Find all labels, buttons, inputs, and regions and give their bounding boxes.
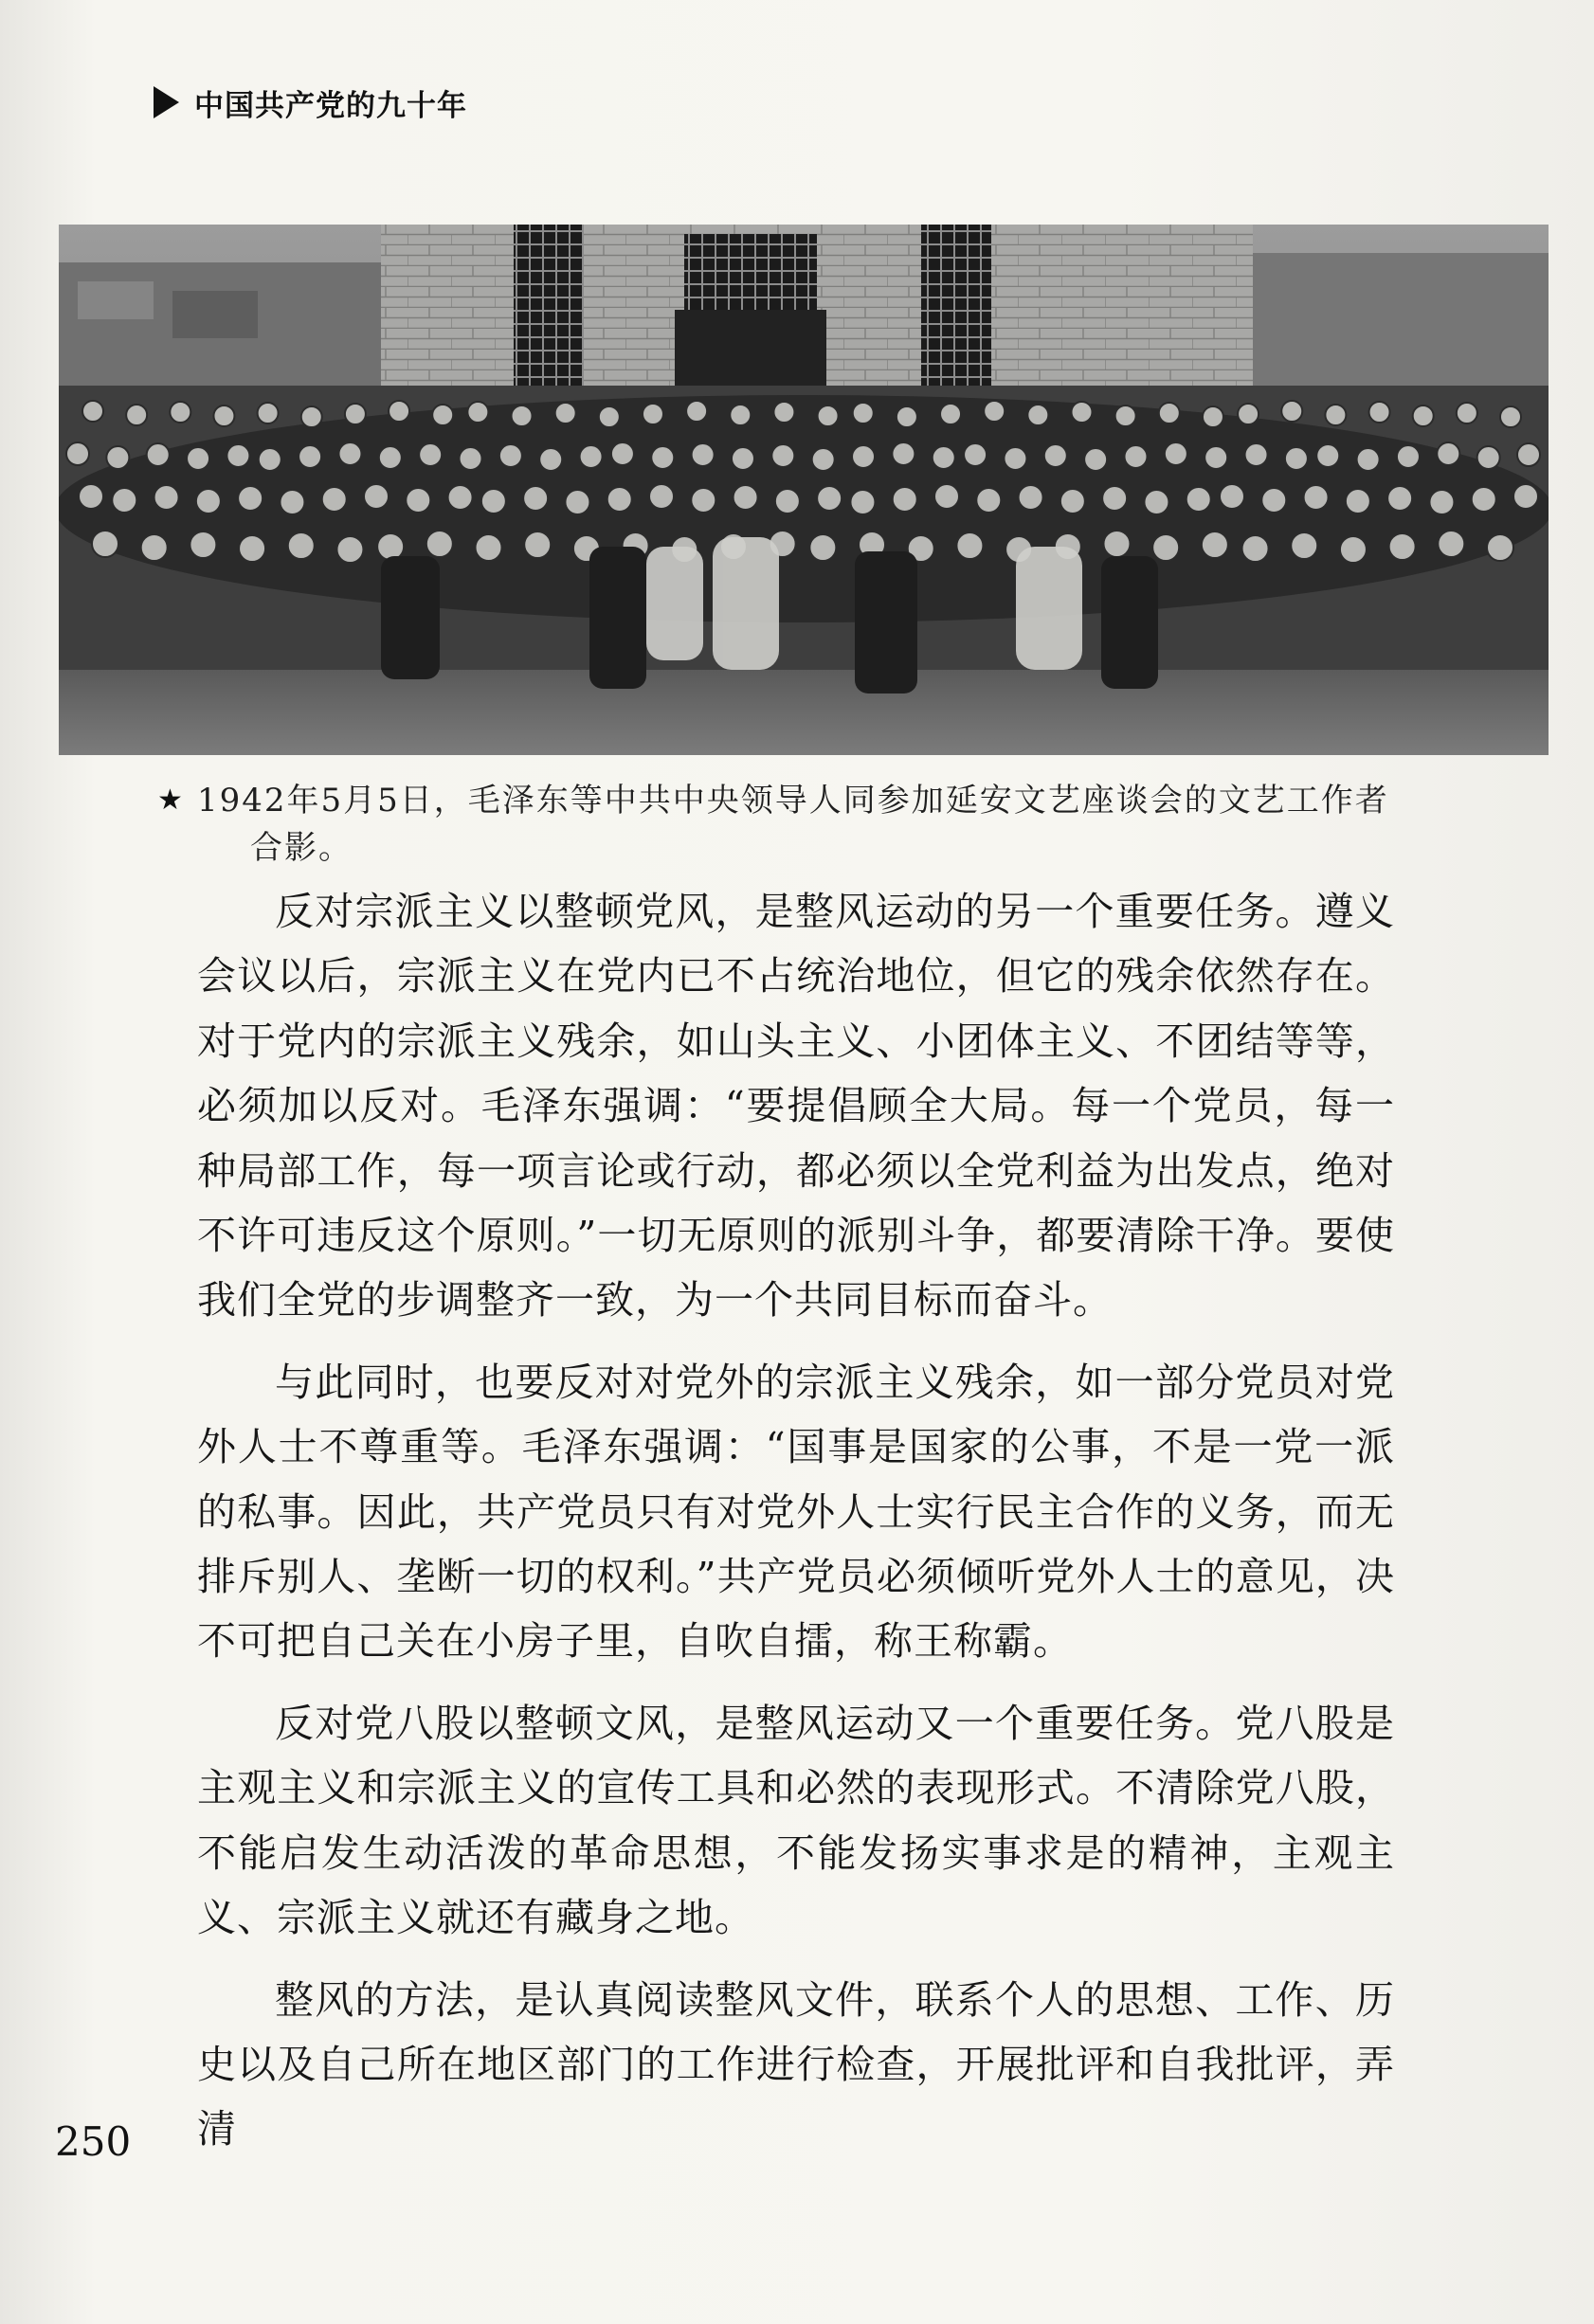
photo-figure-head (322, 487, 347, 512)
star-icon: ★ (157, 784, 183, 817)
photo-figure-head (238, 486, 263, 511)
photo-figure-head (154, 485, 179, 510)
photo-figure-head (1044, 444, 1067, 467)
photo-figure-head (1437, 442, 1459, 465)
photo-figure-head (611, 442, 634, 465)
photo-figure-head (1281, 401, 1302, 422)
photo-figure-head (1500, 406, 1521, 427)
photo-figure-head (1165, 442, 1187, 465)
photo-figure-head (226, 444, 249, 467)
photo-figure-head (691, 488, 715, 513)
photo-figure-head (364, 484, 389, 509)
photo-figure-head (940, 404, 961, 424)
photo-figure-head (187, 447, 209, 470)
photo-figure-head (934, 484, 959, 509)
photo-figure-head (66, 442, 89, 465)
photo-figure-head (1102, 486, 1127, 511)
photo-figure-head (1027, 405, 1048, 425)
photo-figure-head (476, 534, 502, 561)
photo-figure-head (1438, 531, 1464, 557)
group-photo (59, 225, 1549, 755)
photo-figure-head (1245, 443, 1268, 466)
photo-figure-head (730, 405, 751, 425)
photo-figure-head (1205, 446, 1227, 469)
photo-figure-head (190, 531, 216, 558)
photo-figure-head (259, 448, 281, 471)
photo-figure-head (1084, 448, 1107, 471)
triangle-bullet-icon (154, 86, 179, 118)
photo-figure-head (1477, 446, 1500, 469)
photo-figure-head (1487, 534, 1513, 561)
photo-figure-head (1357, 448, 1380, 471)
photo-figure-head (812, 448, 835, 471)
photo-figure-head (649, 484, 674, 509)
photo-figure-head (599, 406, 620, 427)
photo-figure-head (984, 401, 1005, 422)
photo-figure-head (499, 444, 522, 467)
photo-figure-head (1316, 444, 1339, 467)
photo-figure-head (1369, 402, 1390, 423)
body-text (197, 879, 1395, 2179)
photo-figure-head (126, 405, 147, 425)
photo-figure-head (1387, 486, 1412, 511)
photo-figure-head (301, 406, 322, 427)
photo-figure-head (338, 442, 361, 465)
photo-figure-head (607, 487, 632, 512)
photo-figure-head (565, 490, 589, 514)
photo-figure-head (426, 531, 453, 557)
photo-figure-head (1060, 489, 1085, 513)
photo-figure-head (377, 533, 404, 560)
photo-figure-head (512, 405, 533, 426)
photo-figure-head (280, 490, 304, 514)
running-head-title: 中国共产党的九十年 (194, 88, 467, 123)
photo-figure-head (818, 405, 839, 426)
photo-figure-head (1472, 487, 1496, 512)
photo-figure-head (580, 445, 603, 468)
photo-figure-head (1220, 484, 1244, 509)
photo-figure-head (460, 447, 482, 470)
photo-figure-head (732, 447, 754, 470)
photo-figure-head (106, 446, 129, 469)
photo-figure-head (956, 532, 983, 559)
caption-text: 1942年5月5日，毛泽东等中共中央领导人同参加延安文艺座谈会的文艺工作者合影。 (197, 782, 1389, 867)
photo-figure-head (258, 403, 279, 423)
photo-figure-head (1115, 405, 1136, 426)
photo-figure-head (1304, 485, 1329, 510)
photo-figure-head (379, 446, 402, 469)
photo-figure-head (1389, 533, 1416, 560)
photo-figure-head (852, 445, 875, 468)
photo-figure-head (1346, 489, 1370, 513)
paragraph: 与此同时，也要反对对党外的宗派主义残余，如一部分党员对党外人士不尊重等。毛泽东强调：“国事是国家的公事，不是一党一派的私事。因此，共产党员只有对党外人士实行民主合作的义务，而无排斥别人、垄断一切的权利。”共产党员必须倾听党外人士的意见，决不可把自己关在小房子里，自吹自擂，称王称霸。 (197, 1359, 1395, 1665)
photo-figure-head (467, 402, 488, 423)
photo-figure-head (692, 443, 715, 466)
photo-figure-head (686, 401, 707, 422)
photo-figure-head (651, 446, 674, 469)
photo-figure-head (1238, 404, 1259, 424)
photo-figure-head (419, 443, 442, 466)
photo-figure-head (1159, 403, 1180, 423)
photo-figure-head (288, 532, 315, 559)
photo-figure-head (1291, 532, 1317, 559)
photo-figure-head (345, 404, 366, 424)
photo-figure-head (524, 531, 551, 558)
photo-figure-head (853, 403, 874, 423)
photo-figure-head (170, 402, 190, 423)
photo-figure-head (406, 488, 430, 513)
photo-figure-head (1513, 484, 1538, 509)
photo-figure-head (1203, 406, 1223, 427)
photo-figure-head (933, 446, 955, 469)
photo-figure-head (1124, 445, 1147, 468)
photo-caption (157, 777, 1420, 872)
photo-figure-head (112, 488, 136, 513)
page-number: 250 (55, 2118, 132, 2165)
photo-figure-head (92, 531, 118, 557)
photo-figure-head (734, 485, 758, 510)
photo-figure-head (1261, 488, 1286, 513)
photo-figure-head (299, 445, 321, 468)
photo-figure-head (389, 401, 409, 422)
photo-figure-head (850, 490, 875, 514)
photo-figure-head (539, 448, 562, 471)
photo-figure-head (1186, 487, 1211, 512)
photo-figure-head (1285, 447, 1308, 470)
photo-figure-head (817, 486, 842, 511)
photo-figure-head (771, 444, 794, 467)
photo-figure-head (196, 489, 221, 513)
photo-figure-head (1413, 405, 1434, 426)
photo-figure-head (1004, 447, 1026, 470)
photo-figure-head (892, 442, 915, 465)
photo-figure-head (1144, 490, 1168, 514)
photo-figure-head (976, 488, 1001, 513)
photo-figure-head (82, 401, 103, 422)
photo-figure-head (555, 403, 576, 423)
photo-figure-head (79, 484, 103, 509)
photo-figure-head (147, 443, 170, 466)
photo-figure-head (481, 489, 506, 513)
photo-figure-head (897, 406, 917, 427)
photo-figure-head (448, 485, 473, 510)
running-head (154, 81, 467, 123)
photo-figure-head (1340, 536, 1367, 563)
photo-figure-head (775, 489, 800, 513)
photo-figure-head (1457, 403, 1477, 423)
photo-figure-head (1103, 531, 1130, 557)
paragraph: 整风的方法，是认真阅读整风文件，联系个人的思想、工作、历史以及自己所在地区部门的工作进行检查，开展批评和自我批评，弄清 (197, 1976, 1395, 2153)
photo-figure-head (432, 405, 453, 425)
photo-figure-head (1517, 443, 1540, 466)
photo-figure-head (1019, 485, 1043, 510)
photo-figure-head (213, 405, 234, 426)
photo-figure-head (523, 486, 548, 511)
photo-figure-head (336, 536, 363, 563)
photo-figure-head (893, 487, 917, 512)
photo-figure-head (1202, 531, 1228, 558)
photo-figure-head (773, 402, 794, 423)
photo-figure-head (1429, 490, 1454, 514)
photo-figure-head (1325, 405, 1346, 425)
paragraph: 反对宗派主义以整顿党风，是整风运动的另一个重要任务。遵义会议以后，宗派主义在党内已不占统治地位，但它的残余依然存在。对于党内的宗派主义残余，如山头主义、小团体主义、不团结等等，必须加以反对。毛泽东强调：“要提倡顾全大局。每一个党员，每一种局部工作，每一项言论或行动，都必须以全党利益为出发点，绝对不许可违反这个原则。”一切无原则的派别斗争，都要清除干净。要使我们全党的步调整齐一致，为一个共同目标而奋斗。 (197, 889, 1395, 1324)
photo-figure-head (964, 443, 987, 466)
photo-figure-head (643, 404, 663, 424)
paragraph: 反对党八股以整顿文风，是整风运动又一个重要任务。党八股是主观主义和宗派主义的宣传工具和必然的表现形式。不清除党八股，不能启发生动活泼的革命思想，不能发扬实事求是的精神，主观主义、宗派主义就还有藏身之地。 (197, 1700, 1395, 1941)
photo-figure-head (239, 535, 265, 562)
photo-figure-head (1071, 402, 1092, 423)
photo-figure-head (809, 534, 836, 561)
photo-figure-head (1242, 535, 1269, 562)
photo-figure-head (141, 534, 168, 561)
photo-figure-head (1152, 534, 1179, 561)
photo-figure-head (1397, 445, 1420, 468)
